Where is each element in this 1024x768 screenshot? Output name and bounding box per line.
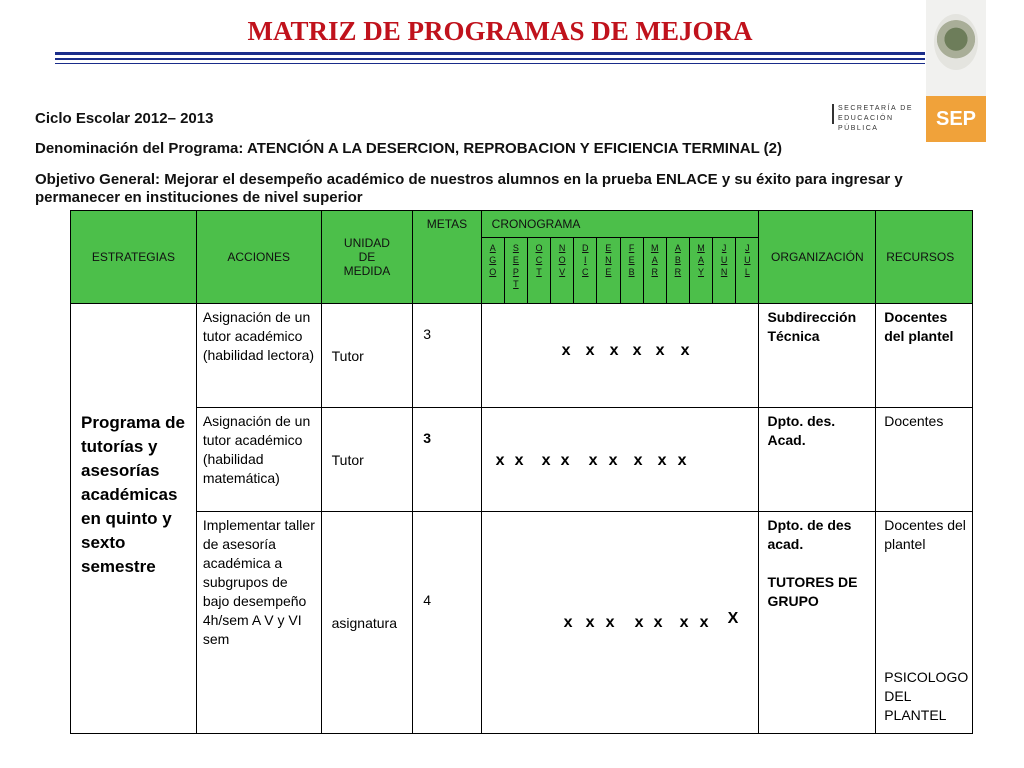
header-cronograma: CRONOGRAMA (481, 211, 759, 238)
schedule-mark: x (632, 342, 642, 359)
cronograma-cell (481, 408, 759, 512)
month-header: E N E (597, 238, 620, 304)
metas-cell: 3 (413, 408, 481, 512)
header-organizacion: ORGANIZACIÓN (759, 211, 876, 304)
objective: Objetivo General: Mejorar el desempeño académico de nuestros alumnos en la prueba ENLACE y su éxito para ingresar y permanecer en instituciones de nivel superior (35, 171, 903, 206)
month-header: M A R (643, 238, 666, 304)
schedule-mark: x (680, 342, 690, 359)
metas-cell: 4 (413, 512, 481, 734)
schedule-mark: x (585, 342, 595, 359)
cronograma-cell (481, 304, 759, 408)
header-estrategias: ESTRATEGIAS (71, 211, 197, 304)
month-header: F E B (620, 238, 643, 304)
month-header: O C T (527, 238, 550, 304)
schedule-mark: x (605, 614, 615, 631)
program-matrix-table (70, 210, 973, 734)
schedule-mark: x (634, 614, 644, 631)
month-header: S E P T (504, 238, 527, 304)
title-rule (55, 63, 925, 64)
schedule-mark: x (699, 614, 709, 631)
header-acciones: ACCIONES (196, 211, 321, 304)
schedule-mark: x (653, 614, 663, 631)
title-rule (55, 58, 925, 60)
accion-cell: Implementar taller de asesoría académica a subgrupos de bajo desempeño 4h/sem A V y VI sem (196, 512, 321, 734)
estrategia-cell: Programa de tutorías y asesorías académicas en quinto y sexto semestre (71, 304, 197, 734)
schedule-mark: x (560, 452, 570, 469)
recursos-cell: Docentes del plantel PSICOLOGO DEL PLANTEL (876, 512, 973, 734)
month-header: J U L (736, 238, 759, 304)
page-title: MATRIZ DE PROGRAMAS DE MEJORA (247, 16, 753, 46)
metas-cell: 3 (413, 304, 481, 408)
cronograma-cell (481, 512, 759, 734)
recursos-cell: Docentes (876, 408, 973, 512)
schedule-mark: x (495, 452, 505, 469)
sep-logo: SEP (926, 96, 986, 142)
schedule-mark: x (563, 614, 573, 631)
unidad-cell: Tutor (321, 304, 413, 408)
schedule-mark: x (657, 452, 667, 469)
organizacion-cell: Dpto. de des acad. TUTORES DE GRUPO (759, 512, 876, 734)
month-header: D I C (574, 238, 597, 304)
schedule-mark: x (588, 452, 598, 469)
eagle-emblem-icon (934, 14, 978, 70)
header-unidad: UNIDAD DE MEDIDA (321, 211, 413, 304)
schedule-mark: x (609, 342, 619, 359)
organizacion-cell: Subdirección Técnica (759, 304, 876, 408)
unidad-cell: asignatura (321, 512, 413, 734)
month-header: A B R (666, 238, 689, 304)
header-recursos: RECURSOS (876, 211, 973, 304)
schedule-mark: x (633, 452, 643, 469)
program-name: Denominación del Programa: ATENCIÓN A LA DESERCION, REPROBACION Y EFICIENCIA TERMINAL (2) (35, 140, 783, 157)
schedule-mark: x (514, 452, 524, 469)
month-header: N O V (551, 238, 574, 304)
unidad-cell: Tutor (321, 408, 413, 512)
month-header: A G O (481, 238, 504, 304)
schedule-mark: X (727, 610, 739, 627)
schedule-mark: x (585, 614, 595, 631)
schedule-mark: x (655, 342, 665, 359)
month-header: M A Y (689, 238, 712, 304)
title-rule (55, 52, 925, 55)
secretaria-label: SECRETARÍA DE EDUCACIÓN PÚBLICA (838, 104, 922, 134)
schedule-mark: x (561, 342, 571, 359)
schedule-mark: x (677, 452, 687, 469)
header-metas: METAS (413, 211, 481, 304)
ciclo-escolar: Ciclo Escolar 2012– 2013 (35, 110, 214, 127)
accion-cell: Asignación de un tutor académico (habilidad matemática) (196, 408, 321, 512)
month-header: J U N (713, 238, 736, 304)
recursos-cell: Docentes del plantel (876, 304, 973, 408)
national-seal-logo (926, 0, 986, 96)
schedule-mark: x (608, 452, 618, 469)
schedule-mark: x (541, 452, 551, 469)
schedule-mark: x (679, 614, 689, 631)
accion-cell: Asignación de un tutor académico (habilidad lectora) (196, 304, 321, 408)
organizacion-cell: Dpto. des. Acad. (759, 408, 876, 512)
